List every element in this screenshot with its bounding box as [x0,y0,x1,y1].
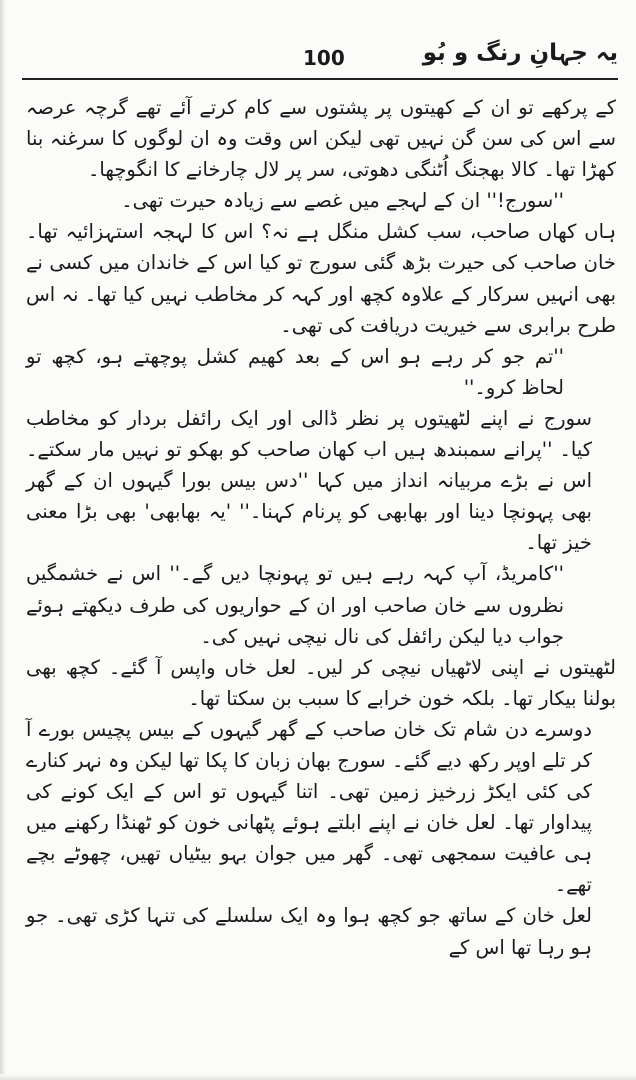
paragraph-5: سورج نے اپنے لٹھیتوں پر نظر ڈالی اور ایک رائفل بردار کو مخاطب کیا۔ ''پرانے سمبندھ ہیں اب کھان صاحب کو بھکو تو نہیں مار سکتے۔ اس نے بڑے مربیانہ انداز میں کہا ''دس بیس بورا گیہوں ان کے گھر بھی پہونچا دینا اور بھابھی کو پرنام کہنا۔'' 'یہ بھابھی' بھی بڑا معنی خیز تھا۔ [26,406,592,555]
page-number: 100 [303,46,345,70]
scan-shadow-bottom [0,1074,636,1080]
paragraph-8: دوسرے دن شام تک خان صاحب کے گھر گیہوں کے بیس پچیس بورے آ کر تلے اوپر رکھ دیے گئے۔ سورج بھان زبان کا پکا تھا لیکن وہ نہر کنارے کی کئی ایکڑ زرخیز زمین تھی۔ اتنا گیہوں تو اس کے ایک کونے کی پیداوار تھا۔ لعل خان نے اپنے ابلتے ہوئے پٹھانی خون کو ٹھنڈا رکھنے میں ہی عافیت سمجھی تھی۔ گھر میں جوان بہو بیٹیاں تھیں، چھوٹے بچے تھے۔ [26,717,592,897]
paragraph-9: لعل خان کے ساتھ جو کچھ ہوا وہ ایک سلسلے کی تنہا کڑی تھی۔ جو ہو رہا تھا اس کے [26,904,592,959]
paragraph-4: ''تم جو کر رہے ہو اس کے بعد کھیم کشل پوچھتے ہو، کچھ تو لحاظ کرو۔'' [26,344,564,399]
running-title: یہ جہانِ رنگ و بُو [422,40,618,66]
paragraph-7: لٹھیتوں نے اپنی لاٹھیاں نیچی کر لیں۔ لعل خاں واپس آ گئے۔ کچھ بھی بولنا بیکار تھا۔ بلکہ خون خرابے کا سبب بن سکتا تھا۔ [26,655,616,710]
page-body [26,92,616,963]
paragraph-1: کے پرکھے تو ان کے کھیتوں پر پشتوں سے کام کرتے آئے تھے گرچہ عرصہ سے اس کی سن گن نہیں تھی لیکن اس وقت وہ ان لوگوں کا سرغنہ بنا کھڑا تھا۔ کالا بھجنگ اُٹنگی دھوتی، سر پر لال چارخانے کا انگوچھا۔ [26,96,616,182]
scan-shadow-left [0,0,6,1080]
paragraph-3: ہاں کھاں صاحب، سب کشل منگل ہے نہ؟ اس کا لہجہ استہزائیہ تھا۔ خان صاحب کی حیرت بڑھ گئی سورج تو کیا اس کے خاندان میں کسی نے بھی انہیں سرکار کے علاوہ کچھ اور کہہ کر مخاطب نہیں کیا تھا۔ نہ اس طرح برابری سے خیریت دریافت کی تھی۔ [26,220,616,337]
paragraph-2: ''سورج!'' ان کے لہجے میں غصے سے زیادہ حیرت تھی۔ [121,189,564,213]
page-header [0,0,636,80]
header-rule [22,78,618,80]
paragraph-6: ''کامریڈ، آپ کہہ رہے ہیں تو پہونچا دیں گے۔'' اس نے خشمگیں نظروں سے خان صاحب اور ان کے حواریوں کی طرف دیکھتے ہوئے جواب دیا لیکن رائفل کی نال نیچی نہیں کی۔ [26,562,564,648]
